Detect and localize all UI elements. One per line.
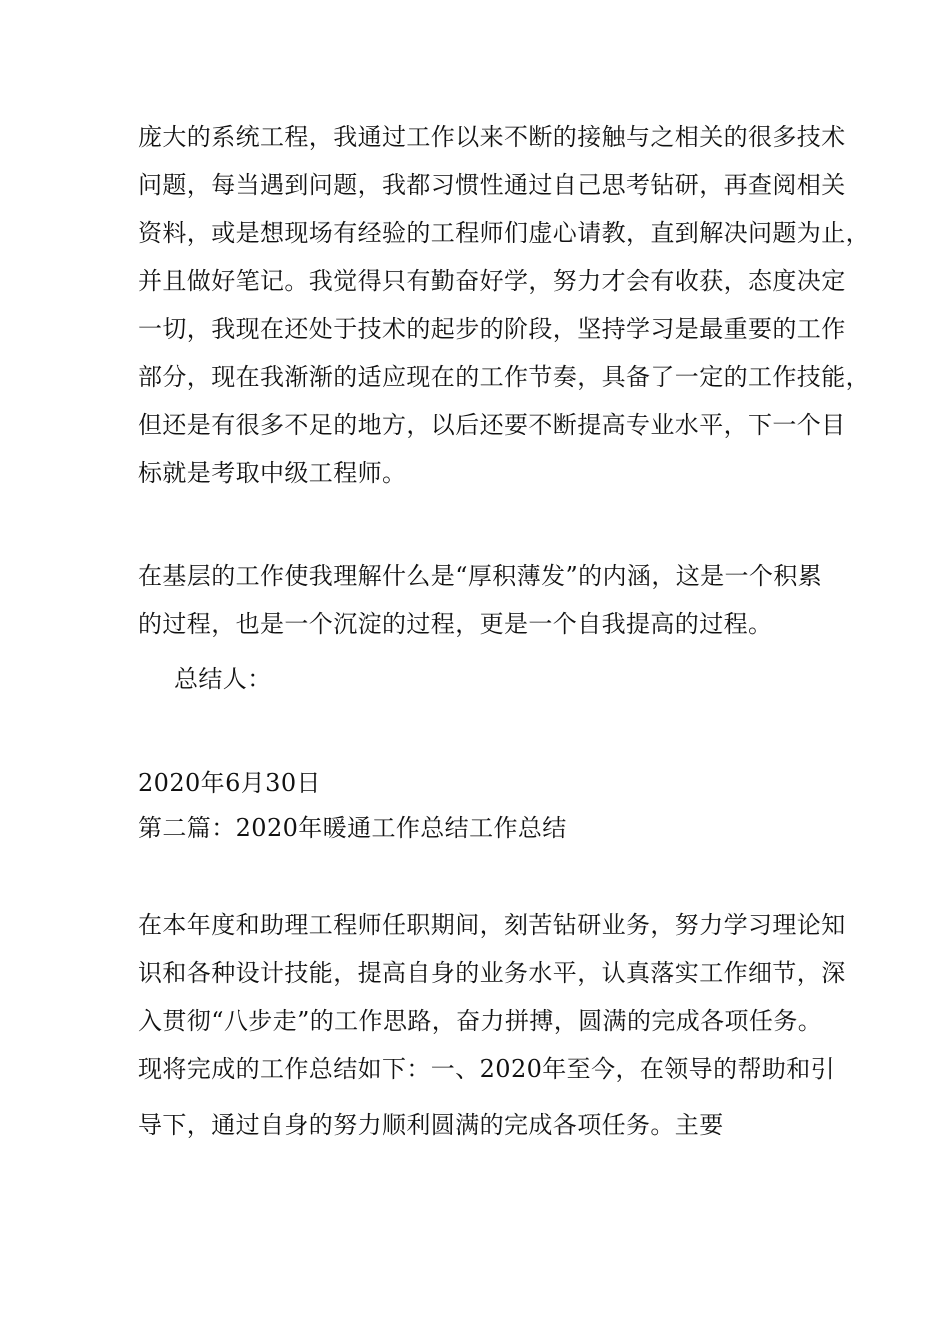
paragraph-3-line-3: 入贯彻“八步走”的工作思路，奋力拼搏，圆满的完成各项任务。 — [138, 1007, 823, 1035]
paragraph-2-line-2: 的过程，也是一个沉淀的过程，更是一个自我提高的过程。 — [138, 610, 773, 638]
paragraph-1-line-5: 一切，我现在还处于技术的起步的阶段，坚持学习是最重要的工作 — [138, 315, 846, 343]
paragraph-2-line-1: 在基层的工作使我理解什么是“厚积薄发”的内涵，这是一个积累 — [138, 562, 823, 590]
paragraph-1-line-3: 资料，或是想现场有经验的工程师们虚心请教，直到解决问题为止， — [138, 219, 870, 247]
paragraph-1-line-8: 标就是考取中级工程师。 — [138, 459, 407, 487]
paragraph-1-line-7: 但还是有很多不足的地方，以后还要不断提高专业水平，下一个目 — [138, 411, 846, 439]
paragraph-3-line-5: 导下，通过自身的努力顺利圆满的完成各项任务。主要 — [138, 1111, 724, 1139]
paragraph-3-line-1: 在本年度和助理工程师任职期间，刻苦钻研业务，努力学习理论知 — [138, 911, 846, 939]
paragraph-3-line-2: 识和各种设计技能，提高自身的业务水平，认真落实工作细节，深 — [138, 959, 846, 987]
signature-label: 总结人： — [174, 665, 272, 693]
paragraph-1-line-6: 部分，现在我渐渐的适应现在的工作节奏，具备了一定的工作技能， — [138, 363, 870, 391]
date: 2020年6月30日 — [138, 769, 321, 797]
section-title: 第二篇：2020年暖通工作总结工作总结 — [138, 814, 567, 842]
paragraph-1-line-1: 庞大的系统工程，我通过工作以来不断的接触与之相关的很多技术 — [138, 123, 846, 151]
paragraph-3-line-4: 现将完成的工作总结如下：一、2020年至今，在领导的帮助和引 — [138, 1055, 836, 1083]
paragraph-1-line-2: 问题，每当遇到问题，我都习惯性通过自己思考钻研，再查阅相关 — [138, 171, 846, 199]
paragraph-1-line-4: 并且做好笔记。我觉得只有勤奋好学，努力才会有收获，态度决定 — [138, 267, 846, 295]
